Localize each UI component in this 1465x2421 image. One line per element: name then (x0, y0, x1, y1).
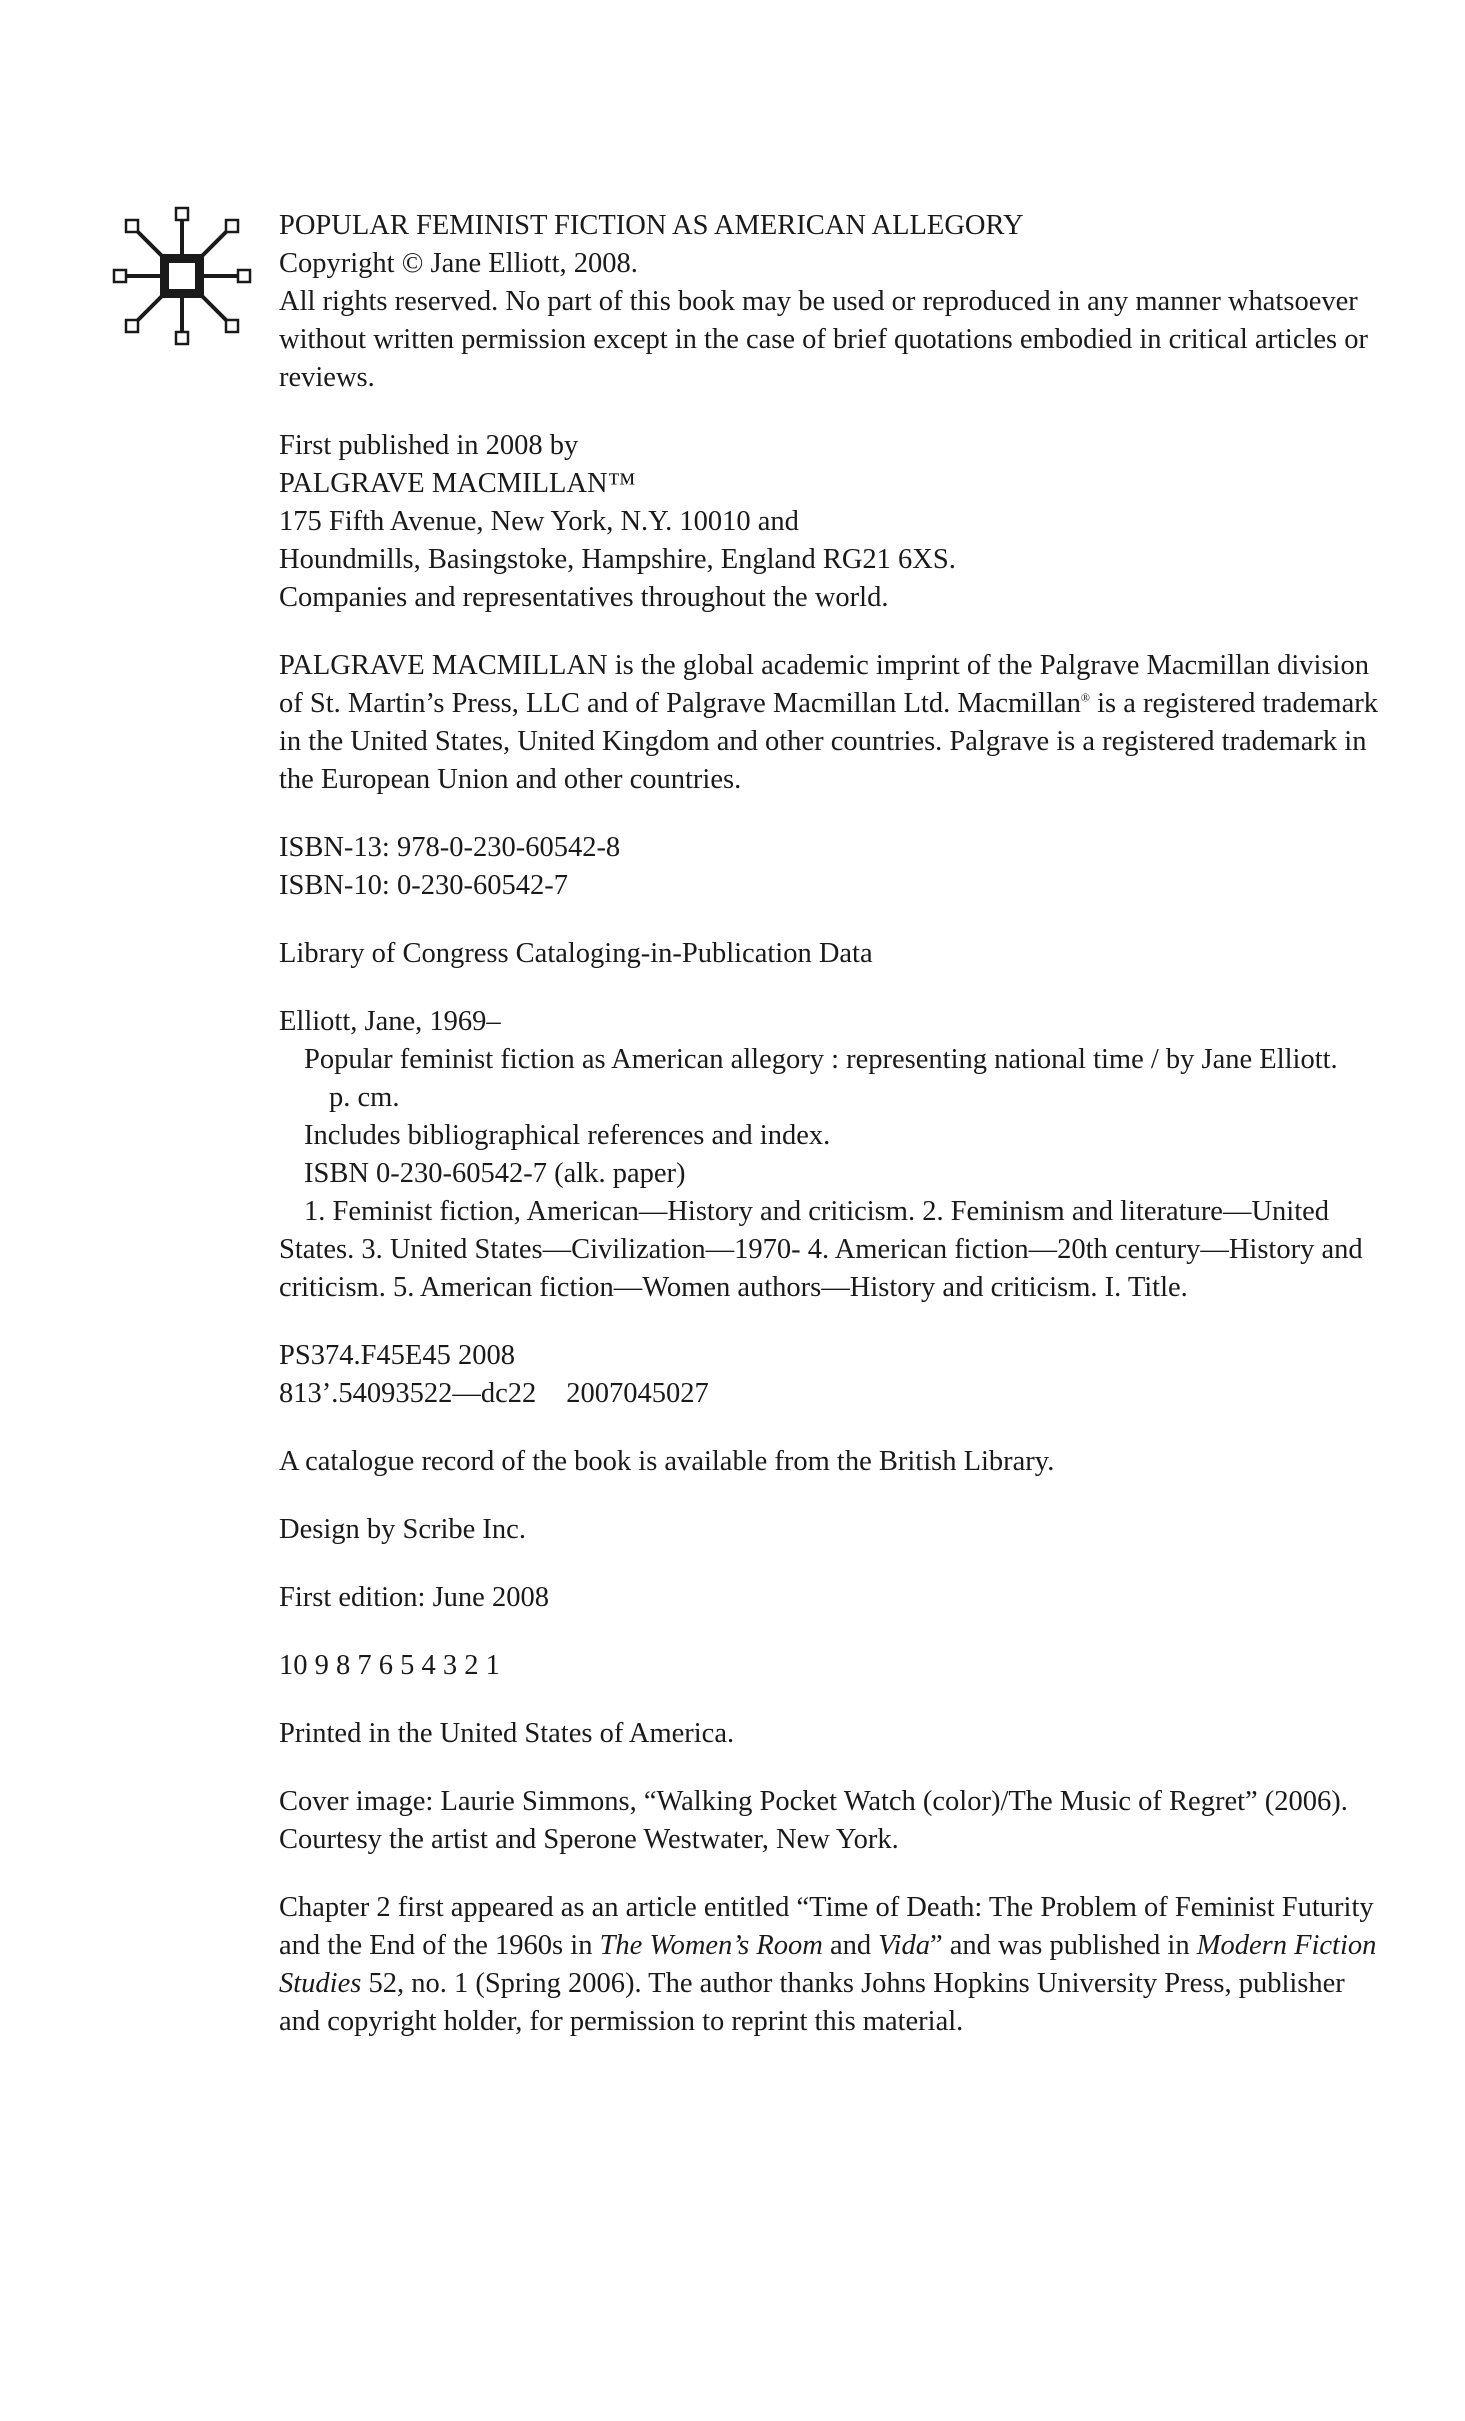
copyright-line: Copyright © Jane Elliott, 2008. (279, 248, 638, 279)
companies-statement: Companies and representatives throughout the world. (279, 582, 889, 613)
cip-heading-block (279, 935, 1379, 973)
catalogue-record: A catalogue record of the book is available from the British Library. (279, 1446, 1055, 1477)
isbn-13: ISBN-13: 978-0-230-60542-8 (279, 832, 621, 863)
copyright-page-content (279, 207, 1379, 2071)
chapter-note-part-2: and (822, 1930, 879, 1961)
cip-block (279, 1003, 1379, 1307)
edition-line: First edition: June 2008 (279, 1582, 549, 1613)
lccn: 2007045027 (566, 1378, 709, 1409)
rights-statement: All rights reserved. No part of this book may be used or reproduced in any manner whatsoever without written permission except in the case of brief quotations embodied in critical articles or reviews. (279, 286, 1369, 393)
cover-image-block (279, 1783, 1379, 1859)
publisher-colophon-icon (112, 206, 252, 346)
cip-author: Elliott, Jane, 1969– (279, 1006, 501, 1037)
imprint-line-1: PALGRAVE MACMILLAN is the global academic imprint of the Palgrave Macmillan division of St. Martin’s Press, LLC and of Palgrave Macmillan Ltd. (279, 650, 1369, 719)
design-credit: Design by Scribe Inc. (279, 1514, 526, 1545)
imprint-block (279, 647, 1379, 799)
publisher-address-uk: Houndmills, Basingstoke, Hampshire, England RG21 6XS. (279, 544, 956, 575)
printed-in: Printed in the United States of America. (279, 1718, 735, 1749)
chapter-note (279, 1889, 1379, 2041)
chapter-note-block (279, 1889, 1379, 2041)
design-block (279, 1511, 1379, 1549)
chapter-note-italic-3: Modern Fiction Studies (279, 1930, 1377, 1999)
publisher-block (279, 427, 1379, 617)
cip-title-entry: Popular feminist fiction as American allegory : representing national time / by Jane Elliott. (304, 1044, 1338, 1075)
print-line: 10 9 8 7 6 5 4 3 2 1 (279, 1650, 500, 1681)
isbn-block (279, 829, 1379, 905)
chapter-note-italic-2: Vida (878, 1930, 930, 1961)
publisher-address-us: 175 Fifth Avenue, New York, N.Y. 10010 and (279, 506, 799, 537)
cip-includes: Includes bibliographical references and index. (304, 1120, 831, 1151)
classification-block (279, 1337, 1379, 1413)
macmillan-trademark: Macmillan (957, 688, 1081, 719)
publisher-name: PALGRAVE MACMILLAN™ (279, 468, 636, 499)
first-published: First published in 2008 by (279, 430, 579, 461)
cip-isbn: ISBN 0-230-60542-7 (alk. paper) (304, 1158, 686, 1189)
imprint-line-2: is a registered trademark in the United States, United Kingdom and other countries. Palgrave is a registered trademark in the European Union and other countries. (279, 688, 1378, 795)
dewey-number: 813’.54093522—dc22 (279, 1378, 537, 1409)
dewey-line (279, 1375, 1379, 1413)
cover-image-credit: Cover image: Laurie Simmons, “Walking Pocket Watch (color)/The Music of Regret” (2006). Courtesy the artist and Sperone Westwater, New York. (279, 1786, 1348, 1855)
chapter-note-part-4: 52, no. 1 (Spring 2006). The author thanks Johns Hopkins University Press, publisher and copyright holder, for permission to reprint this material. (279, 1968, 1345, 2037)
cip-pages: p. cm. (329, 1082, 400, 1113)
edition-block (279, 1579, 1379, 1617)
imprint-statement (279, 647, 1379, 799)
catalogue-block (279, 1443, 1379, 1481)
isbn-10: ISBN-10: 0-230-60542-7 (279, 870, 568, 901)
cip-heading: Library of Congress Cataloging-in-Publication Data (279, 938, 873, 969)
cip-subjects: 1. Feminist fiction, American—History and criticism. 2. Feminism and literature—United States. 3. United States—Civilization—1970- 4. American fiction—20th century—History and criticism. 5. American fiction—Women authors—History and criticism. I. Title. (279, 1196, 1363, 1303)
printed-in-block (279, 1715, 1379, 1753)
registered-mark: ® (1080, 690, 1090, 705)
chapter-note-part-1: Chapter 2 first appeared as an article entitled “Time of Death: The Problem of Feminist Futurity and the End of the 1960s in (279, 1892, 1374, 1961)
chapter-note-italic-1: The Women’s Room (599, 1930, 823, 1961)
print-line-block (279, 1647, 1379, 1685)
chapter-note-part-3: ” and was published in (929, 1930, 1197, 1961)
lc-number: PS374.F45E45 2008 (279, 1340, 515, 1371)
title-block (279, 207, 1379, 397)
book-title: POPULAR FEMINIST FICTION AS AMERICAN ALLEGORY (279, 210, 1024, 241)
